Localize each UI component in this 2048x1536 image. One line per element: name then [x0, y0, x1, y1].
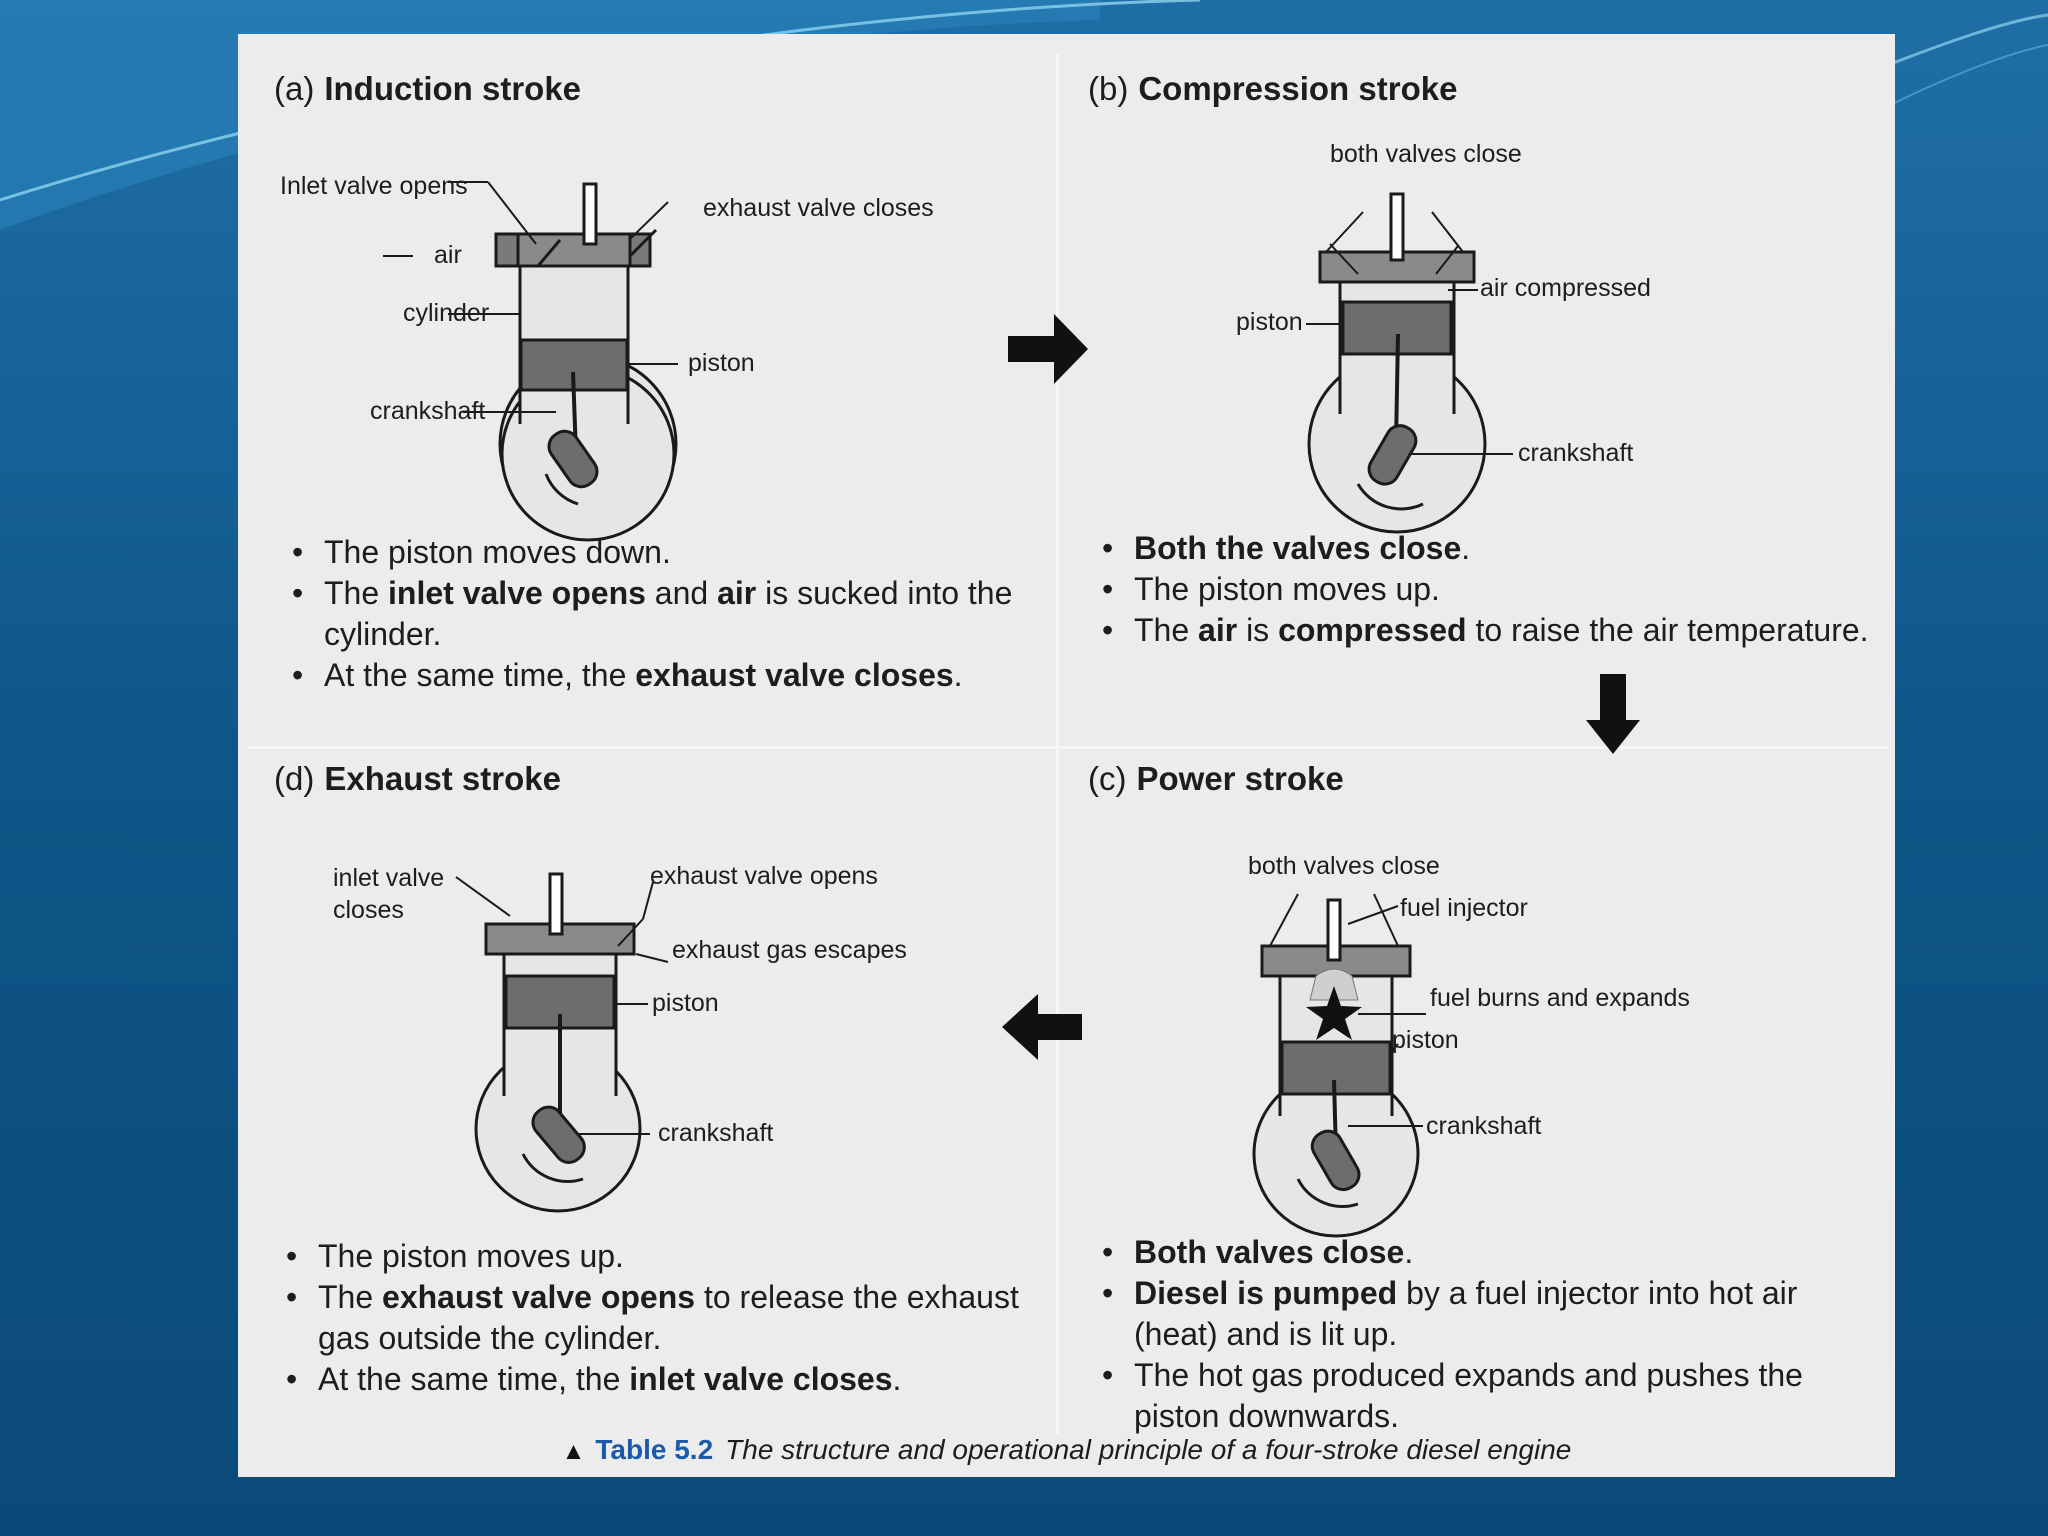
caption-text: The structure and operational principle of a four-stroke diesel engine [725, 1434, 1572, 1465]
label-inlet-valve-closes: inlet valve closes [333, 864, 445, 924]
label-crankshaft: crankshaft [370, 397, 486, 425]
bullet-list [278, 1236, 1058, 1400]
label-crankshaft: crankshaft [1518, 439, 1634, 467]
label-inlet-valve-opens: Inlet valve opens [280, 172, 468, 200]
panel-letter: (b) [1088, 70, 1129, 107]
label-fuel-burns-and-expands: fuel burns and expands [1430, 984, 1690, 1012]
bullet-list [1094, 528, 1874, 651]
bullet-list [284, 532, 1064, 696]
label-cylinder: cylinder [403, 299, 490, 327]
label-fuel-injector: fuel injector [1400, 894, 1528, 922]
bullet-item: • The piston moves up. [318, 1236, 1058, 1277]
panel-title-text: Induction stroke [324, 70, 582, 107]
caption-marker-icon: ▲ [561, 1438, 586, 1465]
label-piston: piston [1392, 1026, 1459, 1054]
label-piston: piston [652, 989, 719, 1017]
bullet-item: • Diesel is pumped by a fuel injector into hot air (heat) and is lit up. [1134, 1273, 1874, 1355]
label-exhaust-gas-escapes: exhaust gas escapes [672, 936, 907, 964]
label-air-compressed: air compressed [1480, 274, 1651, 302]
arrow-down-icon [1586, 674, 1640, 756]
label-crankshaft: crankshaft [1426, 1112, 1542, 1140]
bullet-list [1094, 1232, 1874, 1437]
label-both-valves-close: both valves close [1248, 852, 1440, 880]
bullet-item: • Both valves close. [1134, 1232, 1874, 1273]
textbook-page [238, 34, 1895, 1477]
arrow-left-icon [1002, 994, 1084, 1060]
label-piston: piston [1236, 308, 1303, 336]
bullet-item: • The air is compressed to raise the air temperature. [1134, 610, 1874, 651]
panel-compression-stroke [1058, 34, 1878, 694]
bullet-item: • The inlet valve opens and air is sucked into the cylinder. [324, 573, 1064, 655]
panel-letter: (c) [1088, 760, 1127, 797]
label-both-valves-close: both valves close [1330, 140, 1522, 168]
bullet-item: • Both the valves close. [1134, 528, 1874, 569]
panel-power-stroke [1058, 724, 1878, 1434]
panel-exhaust-stroke [238, 724, 1058, 1397]
panel-letter: (a) [274, 70, 315, 107]
panel-title-text: Power stroke [1136, 760, 1344, 797]
label-crankshaft: crankshaft [658, 1119, 774, 1147]
arrow-right-icon [1008, 314, 1090, 384]
label-piston: piston [688, 349, 755, 377]
panel-title-text: Exhaust stroke [324, 760, 561, 797]
caption-table-number: Table 5.2 [595, 1434, 714, 1465]
bullet-item: • The piston moves down. [324, 532, 1064, 573]
label-exhaust-valve-opens: exhaust valve opens [650, 862, 878, 890]
figure-caption [238, 1434, 1895, 1466]
panel-letter: (d) [274, 760, 315, 797]
bullet-item: • The piston moves up. [1134, 569, 1874, 610]
panel-title-text: Compression stroke [1138, 70, 1458, 107]
label-exhaust-valve-closes: exhaust valve closes [703, 194, 934, 222]
panel-induction-stroke [238, 34, 1058, 694]
bullet-item: • At the same time, the inlet valve closes. [318, 1359, 1058, 1400]
bullet-item: • The hot gas produced expands and pushes the piston downwards. [1134, 1355, 1874, 1437]
bullet-item: • At the same time, the exhaust valve closes. [324, 655, 1064, 696]
bullet-item: • The exhaust valve opens to release the exhaust gas outside the cylinder. [318, 1277, 1058, 1359]
label-air: air [434, 241, 462, 269]
